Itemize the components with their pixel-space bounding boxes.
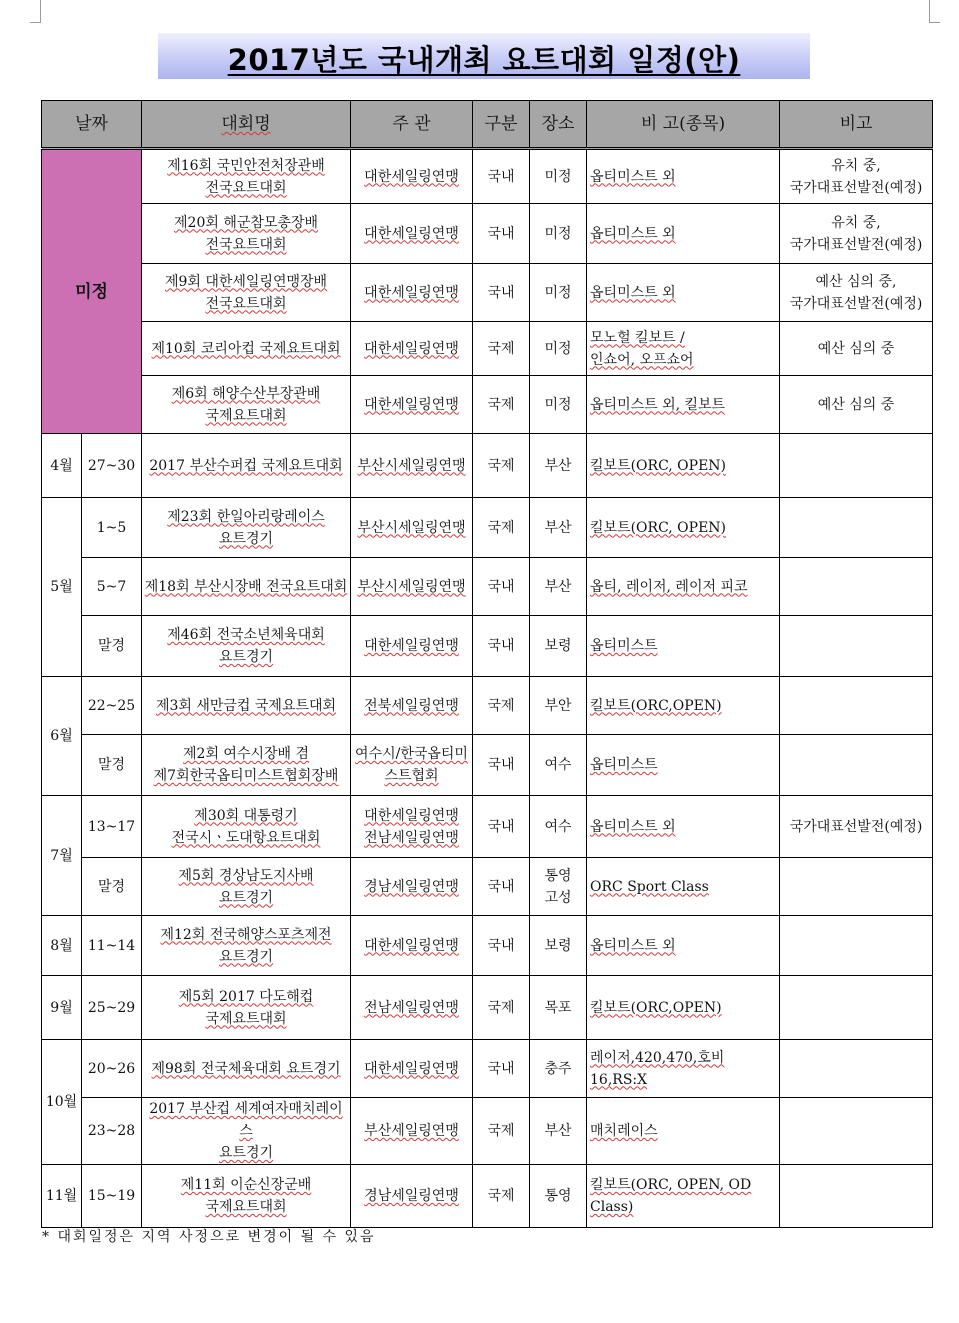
category: 국제 [473, 1165, 530, 1228]
table-row [42, 434, 933, 498]
event-name [142, 149, 351, 204]
venue [530, 1040, 587, 1098]
month-cell: 8월 [42, 916, 82, 976]
classes [587, 1098, 780, 1165]
date-range: 23~28 [82, 1098, 142, 1165]
venue-line: 부산 [544, 519, 572, 536]
host-org [351, 796, 473, 858]
event-name [142, 498, 351, 558]
event-name-line: 제10회 코리아컵 국제요트대회 [151, 340, 341, 357]
host-org-line: 대한세일링연맹 [364, 937, 459, 954]
classes-line: 옵티미스트 외 [590, 168, 676, 185]
classes-line: 킬보트(ORC,OPEN) [590, 697, 722, 714]
venue-line: 통영 [544, 867, 572, 884]
host-org [351, 976, 473, 1040]
remarks [780, 1040, 933, 1098]
month-cell: 7월 [42, 796, 82, 916]
category: 국내 [473, 858, 530, 916]
table-row [42, 498, 933, 558]
event-name-line: 제5회 2017 다도해컵 [178, 988, 314, 1005]
host-org [351, 858, 473, 916]
table-row [42, 976, 933, 1040]
header-host: 주 관 [351, 101, 473, 149]
remarks [780, 498, 933, 558]
month-cell: 10월 [42, 1040, 82, 1165]
event-name-line: 제6회 해양수산부장관배 [171, 385, 321, 402]
classes [587, 677, 780, 735]
category: 국내 [473, 204, 530, 264]
table-row [42, 796, 933, 858]
header-date: 날짜 [42, 101, 142, 149]
category: 국내 [473, 916, 530, 976]
host-org [351, 916, 473, 976]
document-title: 2017년도 국내개최 요트대회 일정(안) [227, 43, 741, 77]
event-name-line: 제30회 대통령기 [194, 807, 298, 824]
classes [587, 558, 780, 616]
event-name [142, 976, 351, 1040]
event-name-line: 국제요트대회 [205, 1199, 287, 1215]
classes [587, 204, 780, 264]
classes [587, 264, 780, 322]
remarks [780, 1098, 933, 1165]
event-name-line: 국제요트대회 [205, 1010, 287, 1027]
host-org [351, 1165, 473, 1228]
classes-line: 모노헐 킬보트 / [590, 329, 685, 346]
category: 국내 [473, 558, 530, 616]
category: 국내 [473, 149, 530, 204]
venue-line: 부안 [544, 697, 572, 714]
remarks [780, 858, 933, 916]
host-org [351, 322, 473, 376]
event-name [142, 376, 351, 434]
category: 국내 [473, 735, 530, 796]
date-range: 27~30 [82, 434, 142, 498]
venue [530, 858, 587, 916]
event-name-line: 제5회 경상남도지사배 [178, 867, 314, 884]
classes-line: 인쇼어, 오프쇼어 [590, 351, 694, 368]
event-name [142, 916, 351, 976]
date-range: 말경 [82, 735, 142, 796]
event-name-line: 제23회 한일아리랑레이스 [167, 508, 325, 525]
event-name-line: 제16회 국민안전처장관배 [167, 157, 325, 174]
remarks-line: 국가대표선발전(예정) [789, 295, 923, 312]
event-name [142, 616, 351, 677]
event-name [142, 735, 351, 796]
classes-line: 옵티미스트 외, 킬보트 [590, 396, 726, 413]
host-org [351, 616, 473, 677]
venue [530, 498, 587, 558]
host-org-line: 전남세일링연맹 [364, 829, 459, 846]
host-org [351, 1040, 473, 1098]
remarks [780, 916, 933, 976]
event-name-line: 요트경기 [218, 889, 274, 906]
classes [587, 735, 780, 796]
venue-line: 보령 [544, 638, 572, 654]
host-org-line: 경남세일링연맹 [364, 878, 459, 895]
venue [530, 558, 587, 616]
crop-mark-left [30, 0, 41, 23]
table-row [42, 616, 933, 677]
pending-date-cell: 미정 [42, 149, 142, 434]
classes [587, 976, 780, 1040]
date-range: 15~19 [82, 1165, 142, 1228]
category: 국내 [473, 264, 530, 322]
event-name-line: 제11회 이순신장군배 [180, 1177, 312, 1193]
host-org-line: 부산세일링연맹 [364, 1123, 459, 1139]
venue [530, 916, 587, 976]
host-org-line: 대한세일링연맹 [364, 1060, 459, 1077]
classes-line: 레이저,420,470,호비16,RS:X [590, 1049, 725, 1088]
venue [530, 264, 587, 322]
header-remarks: 비고 [780, 101, 933, 149]
category: 국내 [473, 616, 530, 677]
table-row [42, 858, 933, 916]
date-range: 1~5 [82, 498, 142, 558]
event-name-line: 2017 부산컵 세계여자매치레이스 [149, 1101, 343, 1139]
remarks [780, 677, 933, 735]
host-org [351, 264, 473, 322]
classes [587, 1165, 780, 1228]
event-name-line: 요트경기 [218, 530, 274, 547]
schedule-body [42, 149, 933, 1228]
venue-line: 부산 [544, 457, 572, 474]
venue [530, 735, 587, 796]
month-cell: 9월 [42, 976, 82, 1040]
host-org-line: 여수시/한국옵티미 [355, 746, 468, 762]
host-org [351, 376, 473, 434]
event-name [142, 264, 351, 322]
table-row [42, 204, 933, 264]
table-row [42, 322, 933, 376]
venue-line: 충주 [544, 1060, 572, 1077]
venue [530, 796, 587, 858]
remarks-line: 유치 중, [831, 214, 881, 231]
event-name [142, 434, 351, 498]
classes [587, 498, 780, 558]
venue-line: 미정 [544, 168, 572, 185]
document-title-banner [158, 33, 810, 79]
event-name [142, 858, 351, 916]
event-name [142, 796, 351, 858]
header-classes: 비 고(종목) [587, 101, 780, 149]
event-name [142, 558, 351, 616]
remarks-line: 국가대표선발전(예정) [789, 818, 923, 835]
classes [587, 322, 780, 376]
event-name-line: 제2회 여수시장배 겸 [183, 746, 310, 762]
crop-mark-right [929, 0, 940, 23]
venue-line: 여수 [544, 818, 572, 835]
host-org [351, 558, 473, 616]
host-org [351, 677, 473, 735]
host-org-line: 대한세일링연맹 [364, 807, 459, 824]
venue-line: 미정 [544, 340, 572, 357]
remarks [780, 1165, 933, 1228]
date-range: 20~26 [82, 1040, 142, 1098]
event-name-line: 2017 부산수퍼컵 국제요트대회 [149, 457, 343, 474]
remarks [780, 322, 933, 376]
venue [530, 616, 587, 677]
classes-line: 킬보트(ORC, OPEN) [590, 519, 727, 536]
remarks [780, 264, 933, 322]
table-row [42, 558, 933, 616]
remarks-line: 국가대표선발전(예정) [789, 179, 923, 196]
category: 국제 [473, 677, 530, 735]
remarks [780, 976, 933, 1040]
event-name [142, 1165, 351, 1228]
event-name [142, 1040, 351, 1098]
event-name-line: 전국요트대회 [205, 179, 287, 196]
classes-line: 옵티미스트 외 [590, 225, 676, 242]
host-org [351, 735, 473, 796]
classes-line: 매치레이스 [590, 1123, 658, 1139]
date-range: 22~25 [82, 677, 142, 735]
host-org-line: 경남세일링연맹 [364, 1188, 459, 1204]
header-venue: 장소 [530, 101, 587, 149]
schedule-table [41, 100, 933, 1228]
host-org-line: 대한세일링연맹 [364, 168, 459, 185]
venue [530, 204, 587, 264]
date-range: 말경 [82, 858, 142, 916]
classes-line: 옵티미스트 외 [590, 818, 676, 835]
table-row [42, 149, 933, 204]
classes [587, 916, 780, 976]
table-row [42, 1040, 933, 1098]
event-name-line: 요트경기 [218, 649, 274, 665]
event-name-line: 제98회 전국체육대회 요트경기 [151, 1060, 341, 1077]
remarks-line: 예산 심의 중 [817, 396, 895, 413]
event-name-line: 제46회 전국소년체육대회 [167, 627, 325, 643]
month-cell: 11월 [42, 1165, 82, 1228]
date-range: 5~7 [82, 558, 142, 616]
remarks [780, 204, 933, 264]
event-name-line: 국제요트대회 [205, 407, 287, 424]
venue-line: 부산 [544, 1123, 572, 1139]
remarks [780, 149, 933, 204]
host-org-line: 전북세일링연맹 [364, 697, 459, 714]
classes-line: 옵티미스트 외 [590, 937, 676, 954]
classes-line: 킬보트(ORC,OPEN) [590, 999, 722, 1016]
host-org-line: 대한세일링연맹 [364, 396, 459, 413]
event-name-line: 제7회한국옵티미스트협회장배 [153, 768, 339, 784]
venue [530, 677, 587, 735]
event-name-line: 전국요트대회 [205, 295, 287, 312]
date-range: 말경 [82, 616, 142, 677]
event-name [142, 204, 351, 264]
header-category: 구분 [473, 101, 530, 149]
venue-line: 여수 [544, 757, 572, 773]
venue [530, 1098, 587, 1165]
remarks [780, 735, 933, 796]
table-row [42, 677, 933, 735]
event-name-line: 요트경기 [218, 948, 274, 965]
venue-line: 통영 [544, 1188, 572, 1204]
host-org-line: 대한세일링연맹 [364, 638, 459, 654]
host-org-line: 대한세일링연맹 [364, 225, 459, 242]
classes-line: 옵티, 레이저, 레이저 피코 [590, 578, 748, 595]
category: 국내 [473, 1040, 530, 1098]
date-range: 25~29 [82, 976, 142, 1040]
classes-line: 킬보트(ORC, OPEN, OD Class) [590, 1177, 752, 1215]
classes-line: 옵티미스트 [590, 757, 658, 773]
classes [587, 1040, 780, 1098]
classes [587, 149, 780, 204]
classes-line: 킬보트(ORC, OPEN) [590, 457, 727, 474]
host-org-line: 전남세일링연맹 [364, 999, 459, 1016]
venue [530, 322, 587, 376]
event-name-line: 전국요트대회 [205, 236, 287, 253]
host-org [351, 1098, 473, 1165]
remarks-line: 유치 중, [831, 157, 881, 174]
classes [587, 376, 780, 434]
event-name-line: 요트경기 [218, 1145, 274, 1161]
table-row [42, 1165, 933, 1228]
host-org-line: 부산시세일링연맹 [357, 578, 466, 595]
remarks-line: 예산 심의 중, [815, 273, 897, 290]
remarks [780, 616, 933, 677]
venue-line: 보령 [544, 937, 572, 954]
table-row [42, 376, 933, 434]
month-cell: 5월 [42, 498, 82, 677]
host-org-line: 대한세일링연맹 [364, 284, 459, 301]
host-org-line: 부산시세일링연맹 [357, 457, 466, 474]
venue [530, 1165, 587, 1228]
event-name-line: 제12회 전국해양스포츠제전 [160, 926, 332, 943]
venue [530, 434, 587, 498]
venue-line: 미정 [544, 284, 572, 301]
table-row [42, 264, 933, 322]
event-name [142, 322, 351, 376]
host-org [351, 149, 473, 204]
event-name [142, 1098, 351, 1165]
classes [587, 796, 780, 858]
remarks-line: 국가대표선발전(예정) [789, 236, 923, 253]
category: 국제 [473, 976, 530, 1040]
category: 국제 [473, 376, 530, 434]
date-range: 11~14 [82, 916, 142, 976]
venue-line: 고성 [544, 889, 572, 906]
venue-line: 미정 [544, 225, 572, 242]
host-org-line: 부산시세일링연맹 [357, 519, 466, 536]
remarks-line: 예산 심의 중 [817, 340, 895, 357]
month-cell: 4월 [42, 434, 82, 498]
classes [587, 858, 780, 916]
venue [530, 149, 587, 204]
venue [530, 376, 587, 434]
venue-line: 목포 [544, 999, 572, 1016]
category: 국제 [473, 1098, 530, 1165]
table-row [42, 735, 933, 796]
classes-line: 옵티미스트 외 [590, 284, 676, 301]
classes-line: ORC Sport Class [590, 878, 709, 895]
classes [587, 616, 780, 677]
event-name-line: 제20회 해군참모총장배 [174, 214, 318, 231]
header-event: 대회명 [142, 101, 351, 149]
month-cell: 6월 [42, 677, 82, 796]
venue-line: 미정 [544, 396, 572, 413]
table-row [42, 916, 933, 976]
category: 국내 [473, 796, 530, 858]
host-org [351, 434, 473, 498]
host-org [351, 498, 473, 558]
classes [587, 434, 780, 498]
category: 국제 [473, 322, 530, 376]
footnote: * 대회일정은 지역 사정으로 변경이 될 수 있음 [42, 1229, 376, 1245]
classes-line: 옵티미스트 [590, 638, 658, 654]
remarks [780, 376, 933, 434]
event-name-line: 제9회 대한세일링연맹장배 [164, 273, 328, 290]
header-row [42, 101, 933, 149]
category: 국제 [473, 498, 530, 558]
host-org [351, 204, 473, 264]
date-range: 13~17 [82, 796, 142, 858]
event-name [142, 677, 351, 735]
host-org-line: 대한세일링연맹 [364, 340, 459, 357]
table-row [42, 1098, 933, 1165]
host-org-line: 스트협회 [384, 768, 439, 784]
remarks [780, 558, 933, 616]
event-name-line: 전국시ㆍ도대항요트대회 [171, 829, 321, 846]
category: 국제 [473, 434, 530, 498]
venue-line: 부산 [544, 578, 572, 595]
remarks [780, 434, 933, 498]
venue [530, 976, 587, 1040]
remarks [780, 796, 933, 858]
event-name-line: 제18회 부산시장배 전국요트대회 [144, 578, 348, 595]
event-name-line: 제3회 새만금컵 국제요트대회 [155, 697, 337, 714]
